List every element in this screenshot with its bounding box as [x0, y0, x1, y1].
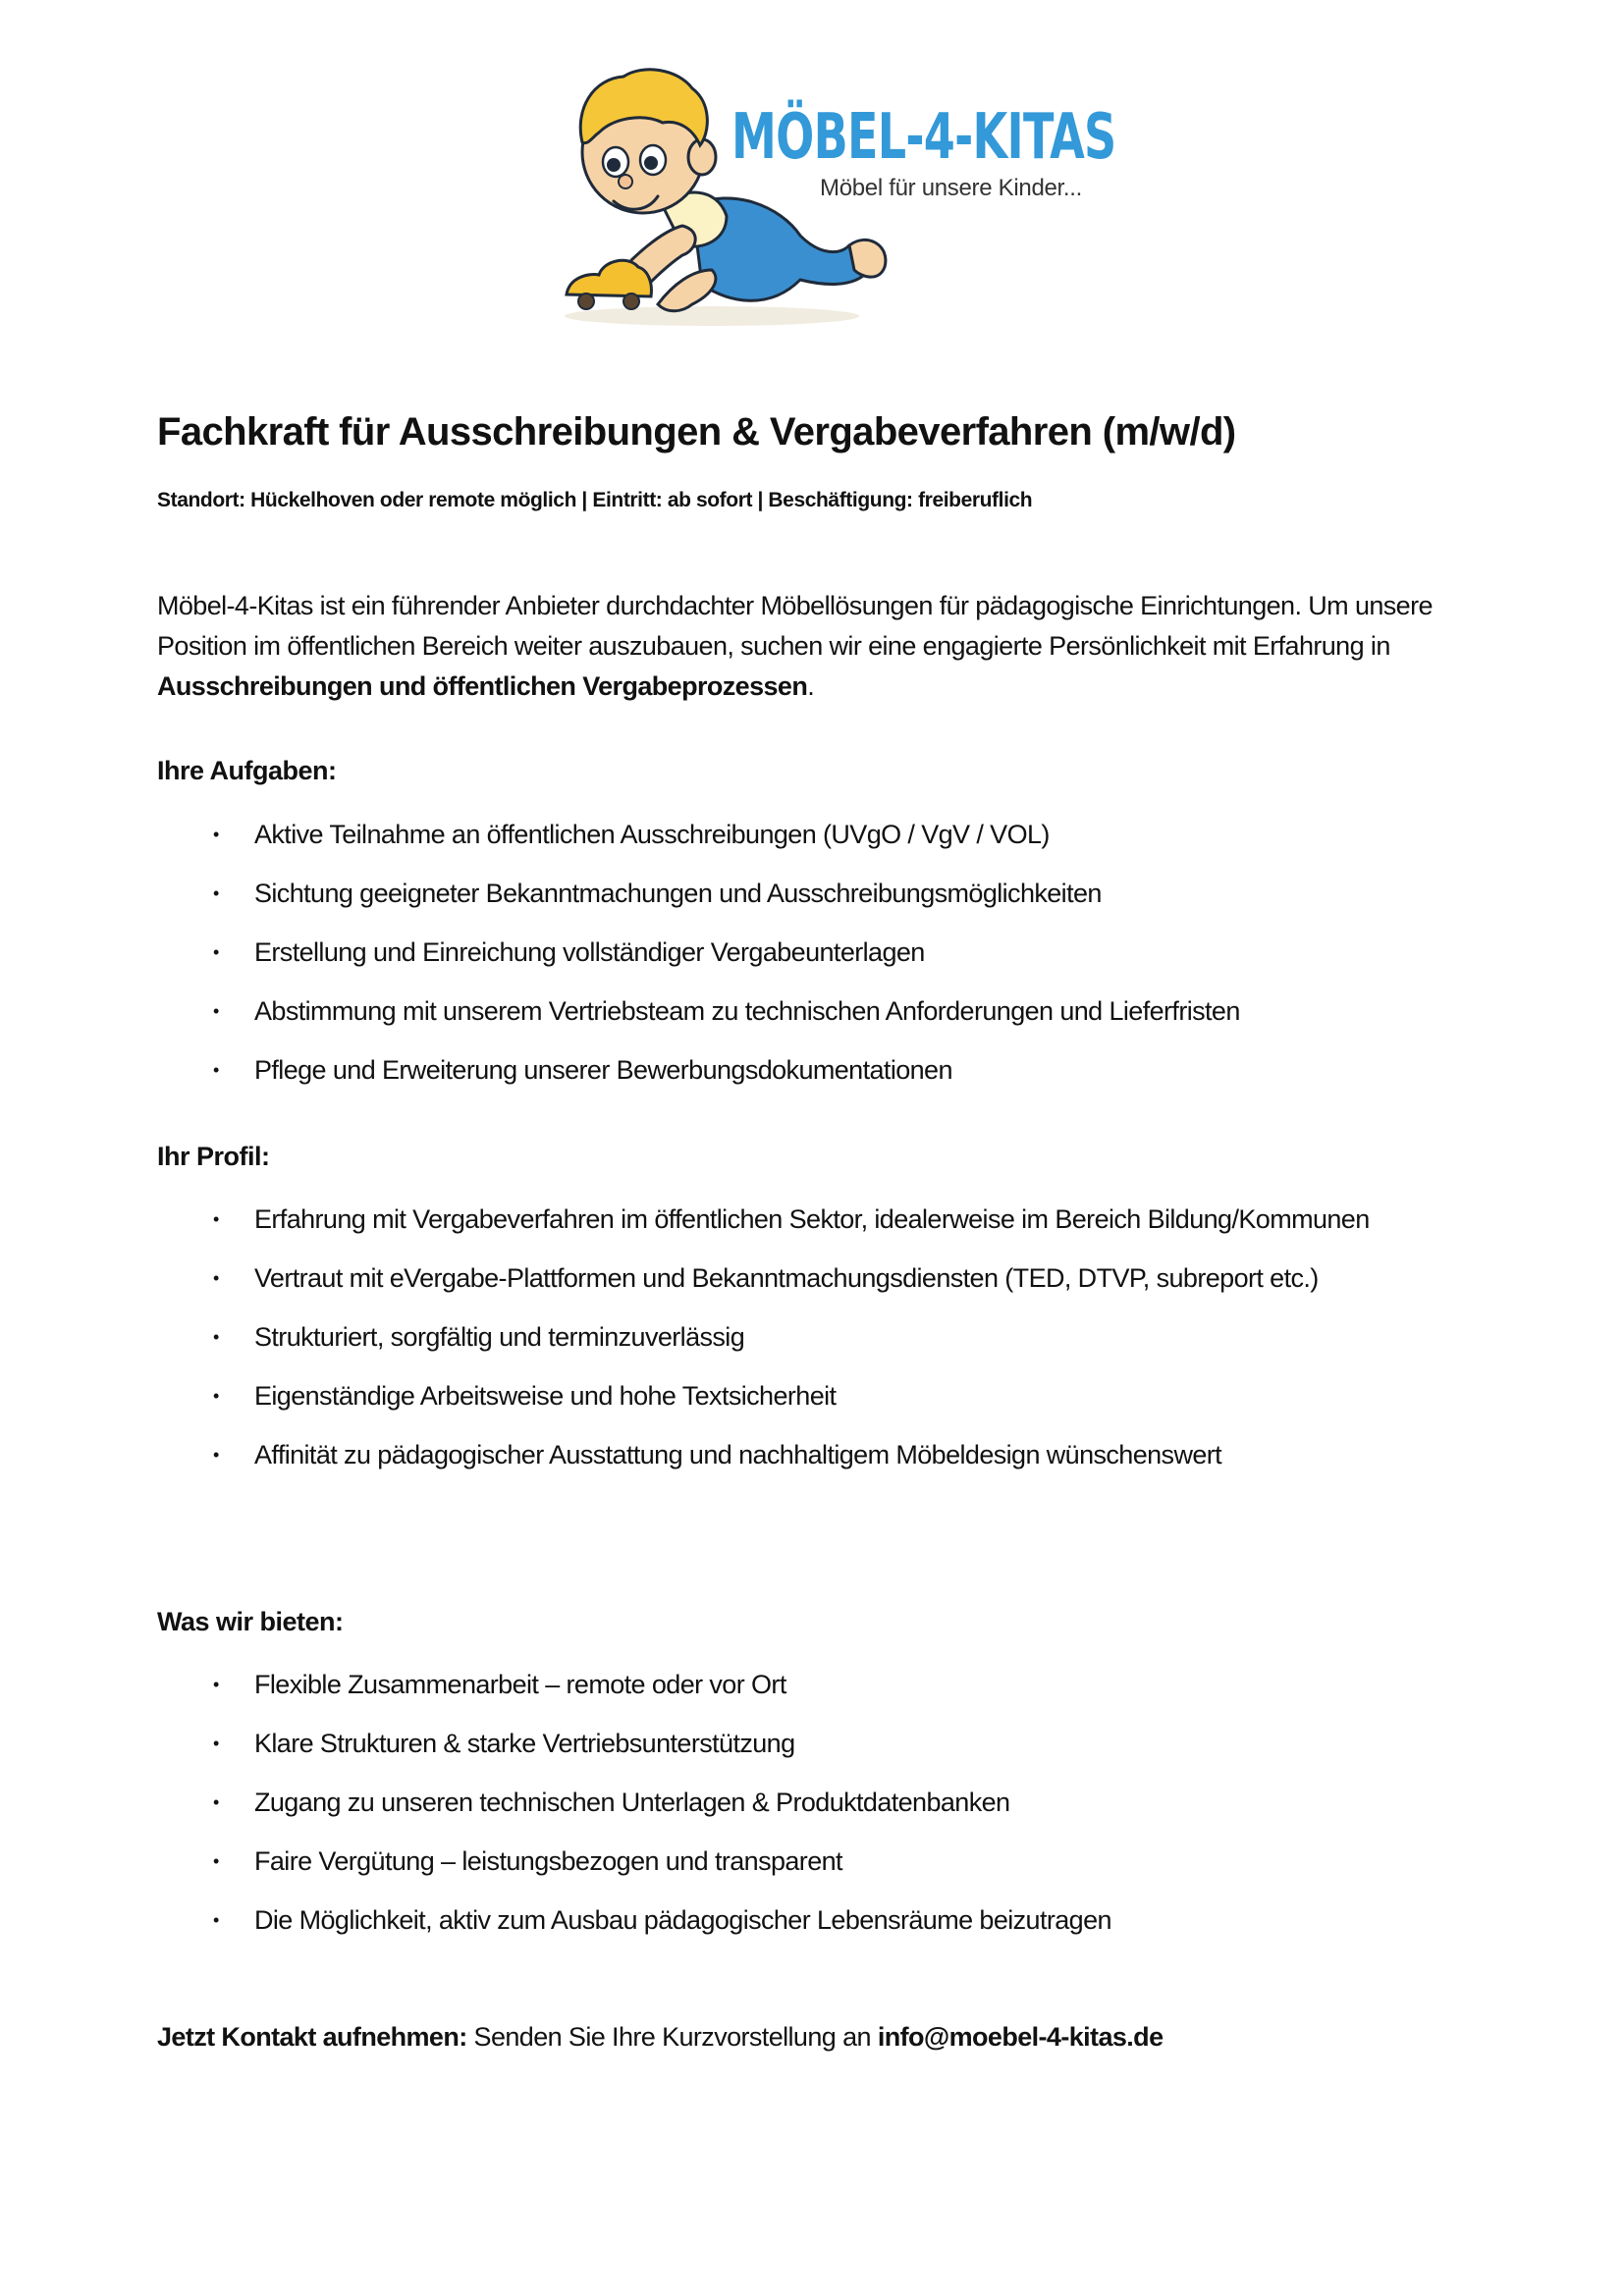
contact-line: [157, 2022, 1164, 2053]
bullet-icon: •: [213, 1445, 219, 1465]
list-item-text: Faire Vergütung – leistungsbezogen und transparent: [254, 1846, 842, 1876]
bullet-icon: •: [213, 1001, 219, 1021]
bullet-icon: •: [213, 1268, 219, 1288]
list-item: [213, 933, 1480, 973]
aufgaben-list: [213, 815, 1480, 1109]
bullet-icon: •: [213, 1386, 219, 1406]
list-item-text: Erfahrung mit Vergabeverfahren im öffentlichen Sektor, idealerweise im Bereich Bildung/Kommunen: [254, 1204, 1370, 1234]
bullet-icon: •: [213, 1060, 219, 1080]
job-meta-info: Standort: Hückelhoven oder remote möglich | Eintritt: ab sofort | Beschäftigung: freiberuflich: [157, 489, 1033, 511]
list-item: [213, 1665, 1480, 1705]
list-item-text: Abstimmung mit unserem Vertriebsteam zu technischen Anforderungen und Lieferfristen: [254, 996, 1240, 1026]
bullet-icon: •: [213, 1910, 219, 1930]
list-item: [213, 1376, 1480, 1416]
company-logo: [555, 59, 1114, 339]
bullet-icon: •: [213, 942, 219, 962]
list-item-text: Die Möglichkeit, aktiv zum Ausbau pädagogischer Lebensräume beizutragen: [254, 1905, 1111, 1935]
list-item: [213, 1258, 1480, 1299]
bullet-icon: •: [213, 1734, 219, 1753]
profil-list: [213, 1200, 1480, 1494]
list-item: [213, 1724, 1480, 1764]
list-item-text: Erstellung und Einreichung vollständiger Vergabeunterlagen: [254, 937, 925, 967]
bullet-icon: •: [213, 1209, 219, 1229]
list-item-text: Flexible Zusammenarbeit – remote oder vor Ort: [254, 1670, 786, 1699]
list-item-text: Affinität zu pädagogischer Ausstattung und nachhaltigem Möbeldesign wünschenswert: [254, 1440, 1222, 1469]
list-item: [213, 1900, 1480, 1941]
intro-emphasis: Ausschreibungen und öffentlichen Vergabeprozessen: [157, 671, 808, 701]
list-item-text: Pflege und Erweiterung unserer Bewerbungsdokumentationen: [254, 1055, 952, 1085]
job-title: Fachkraft für Ausschreibungen & Vergabeverfahren (m/w/d): [157, 410, 1236, 454]
contact-text: Senden Sie Ihre Kurzvorstellung an: [466, 2022, 878, 2052]
list-item-text: Klare Strukturen & starke Vertriebsunterstützung: [254, 1729, 795, 1758]
list-item-text: Aktive Teilnahme an öffentlichen Ausschreibungen (UVgO / VgV / VOL): [254, 820, 1050, 849]
section-heading-aufgaben: Ihre Aufgaben:: [157, 756, 337, 785]
bullet-icon: •: [213, 883, 219, 903]
list-item: [213, 991, 1480, 1032]
list-item: [213, 1842, 1480, 1882]
intro-paragraph: [157, 586, 1473, 707]
list-item-text: Sichtung geeigneter Bekanntmachungen und Ausschreibungsmöglichkeiten: [254, 879, 1102, 908]
bullet-icon: •: [213, 1675, 219, 1694]
list-item-text: Eigenständige Arbeitsweise und hohe Textsicherheit: [254, 1381, 837, 1411]
list-item: [213, 815, 1480, 855]
list-item: [213, 874, 1480, 914]
logo-brand-name: MÖBEL-4-KITAS: [731, 101, 1116, 174]
list-item: [213, 1050, 1480, 1091]
list-item: [213, 1200, 1480, 1240]
bieten-list: [213, 1665, 1480, 1959]
section-heading-profil: Ihr Profil:: [157, 1142, 270, 1171]
list-item: [213, 1317, 1480, 1358]
list-item: [213, 1783, 1480, 1823]
intro-text: Möbel-4-Kitas ist ein führender Anbieter durchdachter Möbellösungen für pädagogische Einrichtungen. Um unsere Position im öffentlichen Bereich weiter auszubauen, suchen wir eine engagierte Persönlichkeit mit Erfahrung in: [157, 591, 1433, 661]
list-item-text: Vertraut mit eVergabe-Plattformen und Bekanntmachungsdiensten (TED, DTVP, subreport etc.): [254, 1263, 1319, 1293]
list-item: [213, 1435, 1480, 1475]
contact-label: Jetzt Kontakt aufnehmen:: [157, 2022, 467, 2052]
bullet-icon: •: [213, 1792, 219, 1812]
list-item-text: Strukturiert, sorgfältig und terminzuverlässig: [254, 1322, 745, 1352]
bullet-icon: •: [213, 1327, 219, 1347]
logo-tagline: Möbel für unsere Kinder...: [820, 175, 1083, 201]
section-heading-bieten: Was wir bieten:: [157, 1607, 344, 1636]
list-item-text: Zugang zu unseren technischen Unterlagen & Produktdatenbanken: [254, 1788, 1010, 1817]
bullet-icon: •: [213, 1851, 219, 1871]
contact-email-link[interactable]: info@moebel-4-kitas.de: [877, 2022, 1164, 2052]
intro-end: .: [807, 671, 815, 701]
bullet-icon: •: [213, 825, 219, 844]
